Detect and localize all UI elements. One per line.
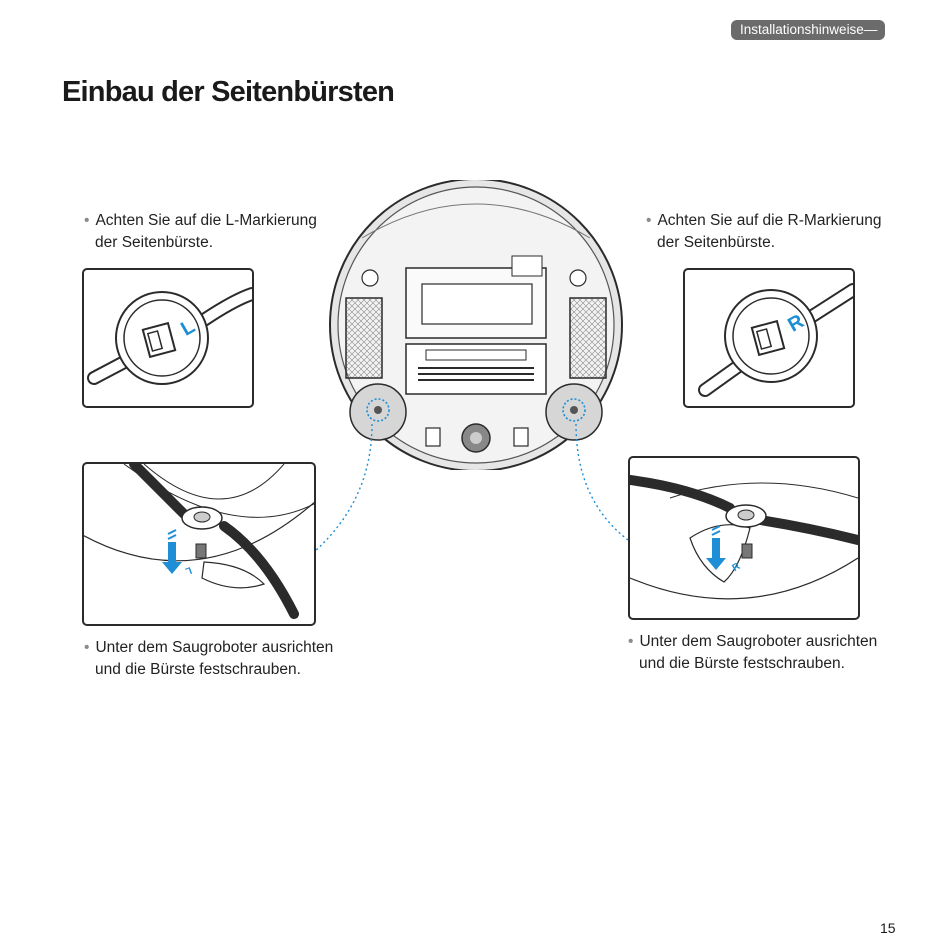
note-left-top <box>84 210 317 254</box>
mark-r-small: R <box>730 560 743 575</box>
bullet: • <box>646 212 652 229</box>
mark-l-small: L <box>183 564 194 577</box>
mark-r-label: R <box>784 310 808 337</box>
note-right-top-line2: der Seitenbürste. <box>657 234 776 251</box>
page-number: 15 <box>880 920 896 936</box>
bullet: • <box>84 639 90 656</box>
note-left-top-line2: der Seitenbürste. <box>95 234 214 251</box>
note-right-top-line1: Achten Sie auf die R-Markierung <box>657 212 882 229</box>
note-right-top <box>646 210 881 254</box>
mark-l-label: L <box>177 315 199 341</box>
bullet: • <box>628 633 634 650</box>
figure-right-brush-mark <box>683 268 855 408</box>
section-label: Installationshinweise <box>740 22 864 37</box>
note-left-bottom-line1: Unter dem Saugroboter ausrichten <box>95 639 334 656</box>
bullet: • <box>84 212 90 229</box>
section-dash: — <box>863 22 878 37</box>
note-right-bottom-line1: Unter dem Saugroboter ausrichten <box>639 633 878 650</box>
note-right-bottom-line2: und die Bürste festschrauben. <box>639 655 845 672</box>
robot-bottom-view <box>322 180 642 470</box>
figure-left-brush-mark <box>82 268 254 408</box>
note-right-bottom <box>628 631 877 675</box>
page-title: Einbau der Seitenbürsten <box>62 76 395 108</box>
note-left-top-line1: Achten Sie auf die L-Markierung <box>95 212 317 229</box>
figure-right-install <box>628 456 860 620</box>
figure-left-install <box>82 462 316 626</box>
section-tab <box>731 20 885 40</box>
note-left-bottom <box>84 637 333 681</box>
note-left-bottom-line2: und die Bürste festschrauben. <box>95 661 301 678</box>
